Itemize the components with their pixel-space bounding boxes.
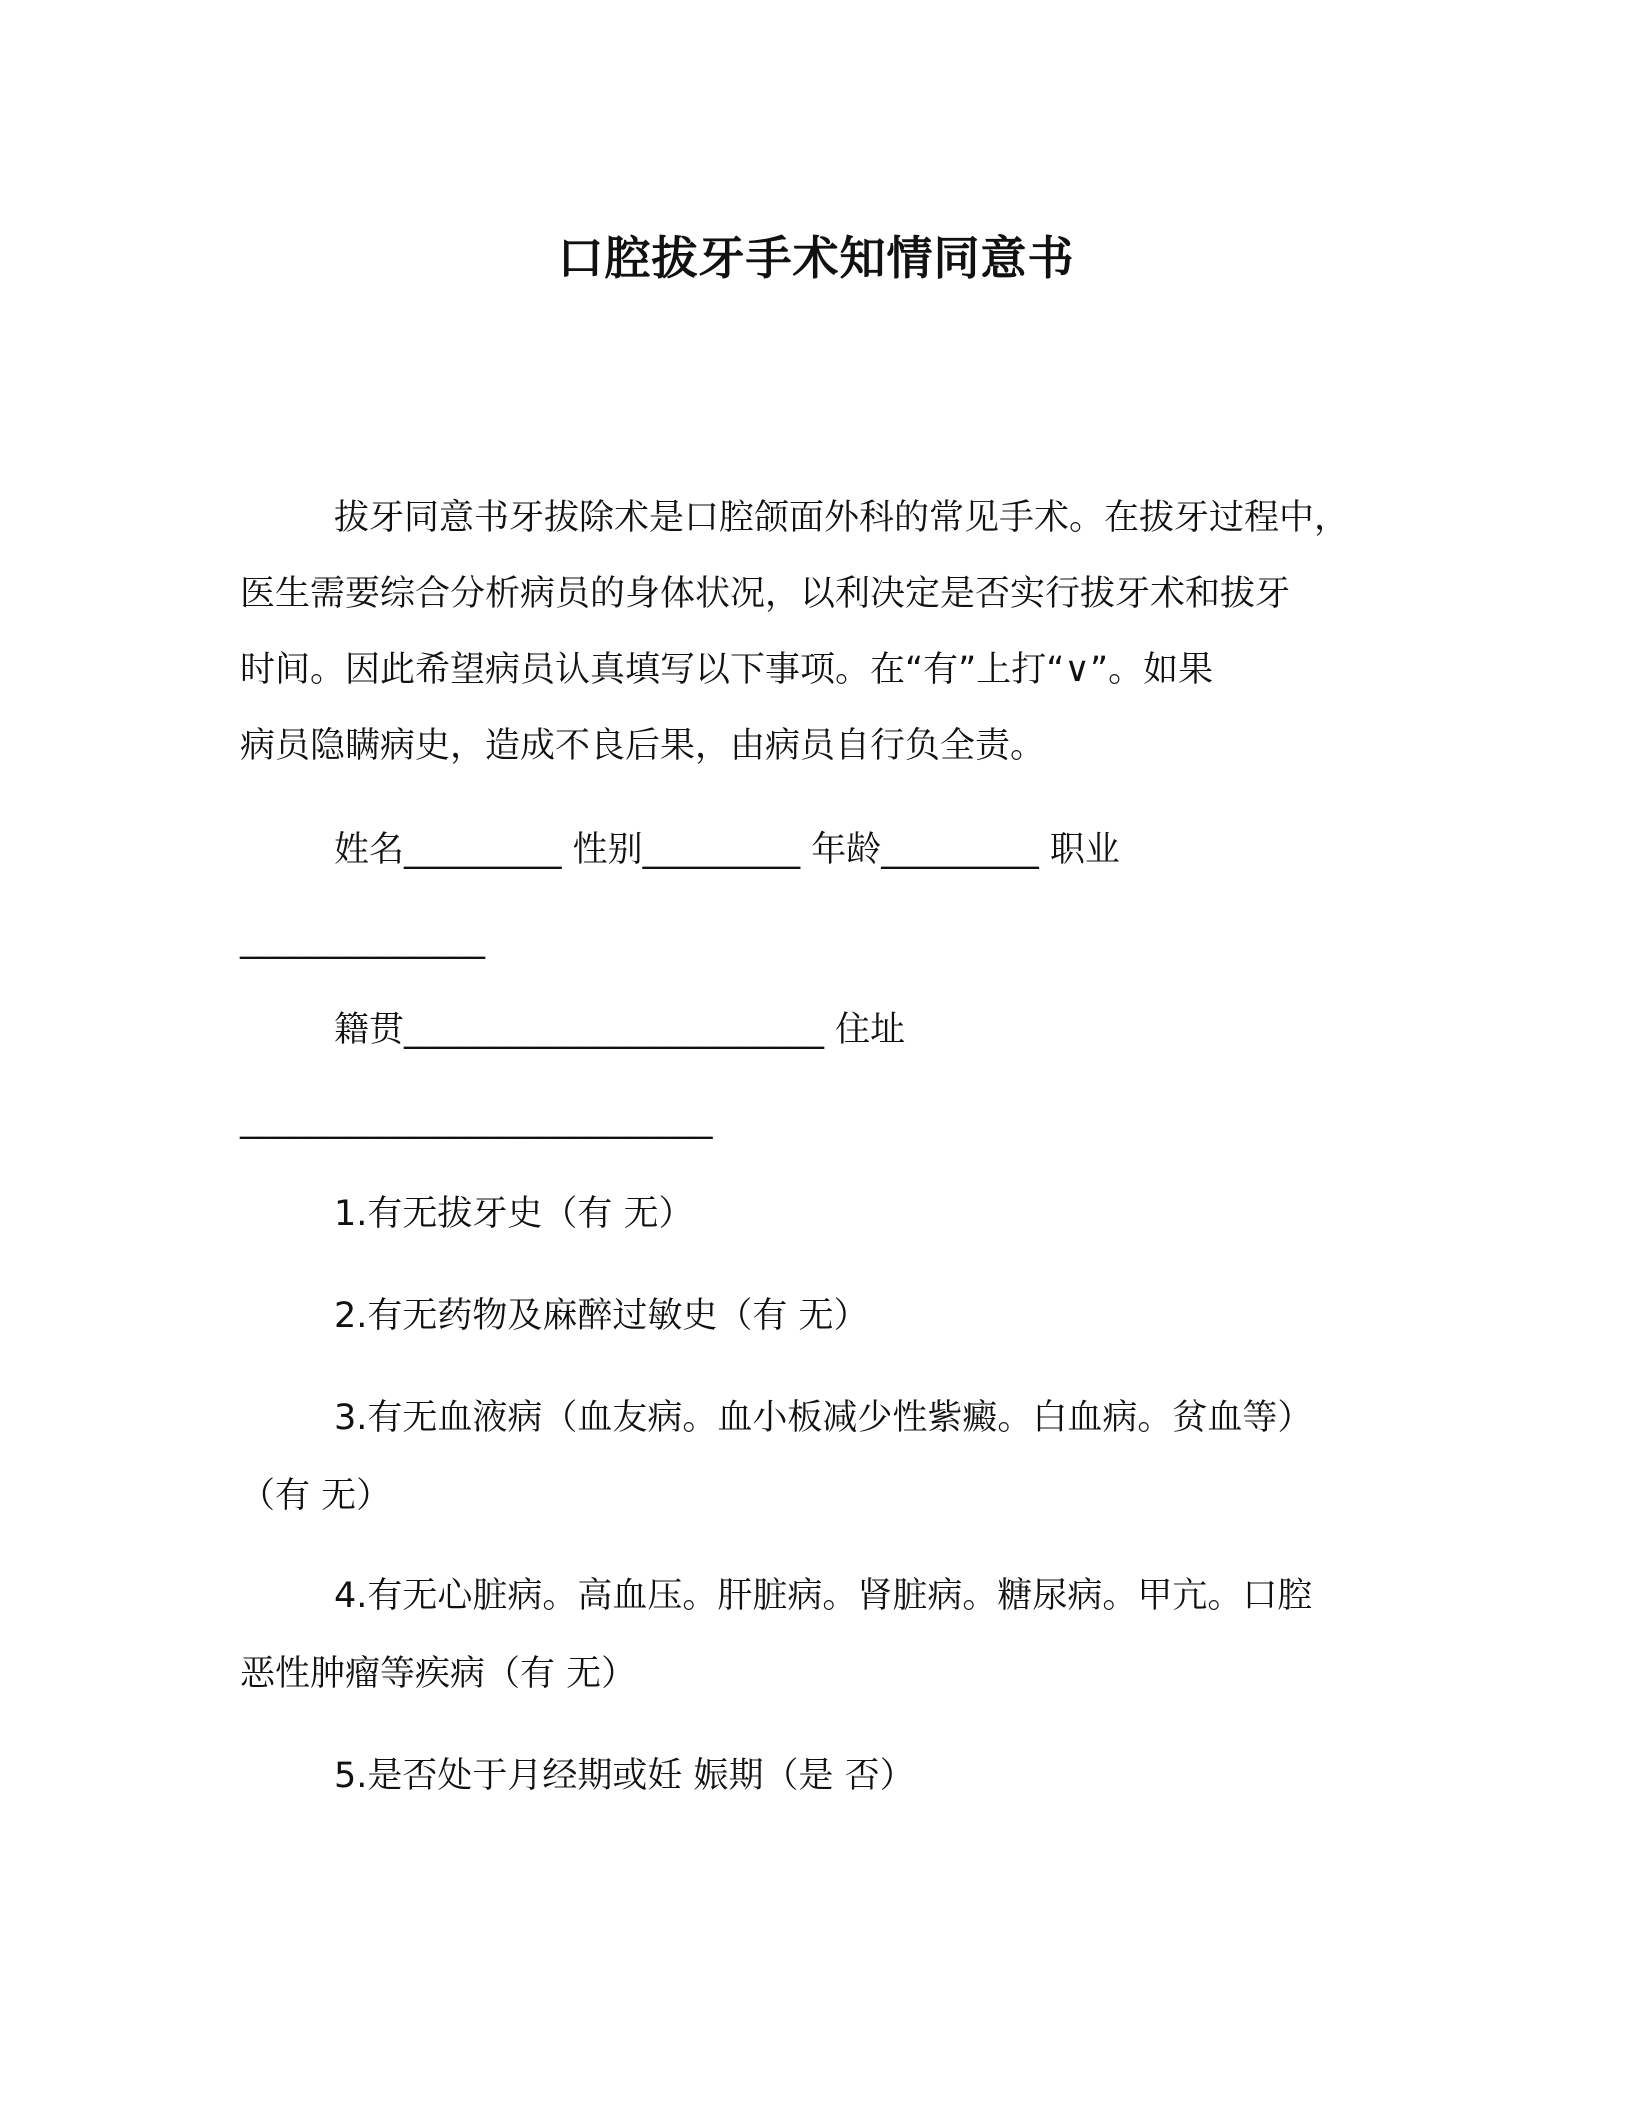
item-tooth-extraction-history: 1.有无拔牙史（有 无） bbox=[334, 1194, 694, 1234]
item-allergy-history: 2.有无药物及麻醉过敏史（有 无） bbox=[334, 1296, 869, 1336]
intro-line-2: 医生需要综合分析病员的身体状况，以利决定是否实行拔牙术和拔牙 bbox=[240, 574, 1291, 614]
item-blood-disease-answer: （有 无） bbox=[240, 1476, 392, 1516]
item-chronic-disease-cont: 恶性肿瘤等疾病（有 无） bbox=[240, 1654, 637, 1694]
occupation-blank: ______________ bbox=[240, 920, 485, 960]
item-menstruation-pregnancy: 5.是否处于月经期或妊 娠期（是 否） bbox=[334, 1756, 915, 1796]
item-blood-disease: 3.有无血液病（血友病。血小板减少性紫癜。白血病。贫血等） bbox=[334, 1398, 1313, 1438]
item-chronic-disease: 4.有无心脏病。高血压。肝脏病。肾脏病。糖尿病。甲亢。口腔 bbox=[334, 1576, 1313, 1616]
origin-address-line: 籍贯________________________ 住址 bbox=[334, 1010, 906, 1050]
document-title: 口腔拔牙手术知情同意书 bbox=[557, 231, 1075, 285]
intro-line-3: 时间。因此希望病员认真填写以下事项。在“有”上打“∨”。如果 bbox=[240, 650, 1214, 690]
address-blank: ___________________________ bbox=[240, 1100, 713, 1140]
personal-info-line: 姓名_________ 性别_________ 年龄_________ 职业 bbox=[334, 830, 1120, 870]
intro-line-4: 病员隐瞒病史，造成不良后果，由病员自行负全责。 bbox=[240, 726, 1046, 766]
intro-line-1: 拔牙同意书牙拔除术是口腔颌面外科的常见手术。在拔牙过程中， bbox=[334, 498, 1350, 538]
